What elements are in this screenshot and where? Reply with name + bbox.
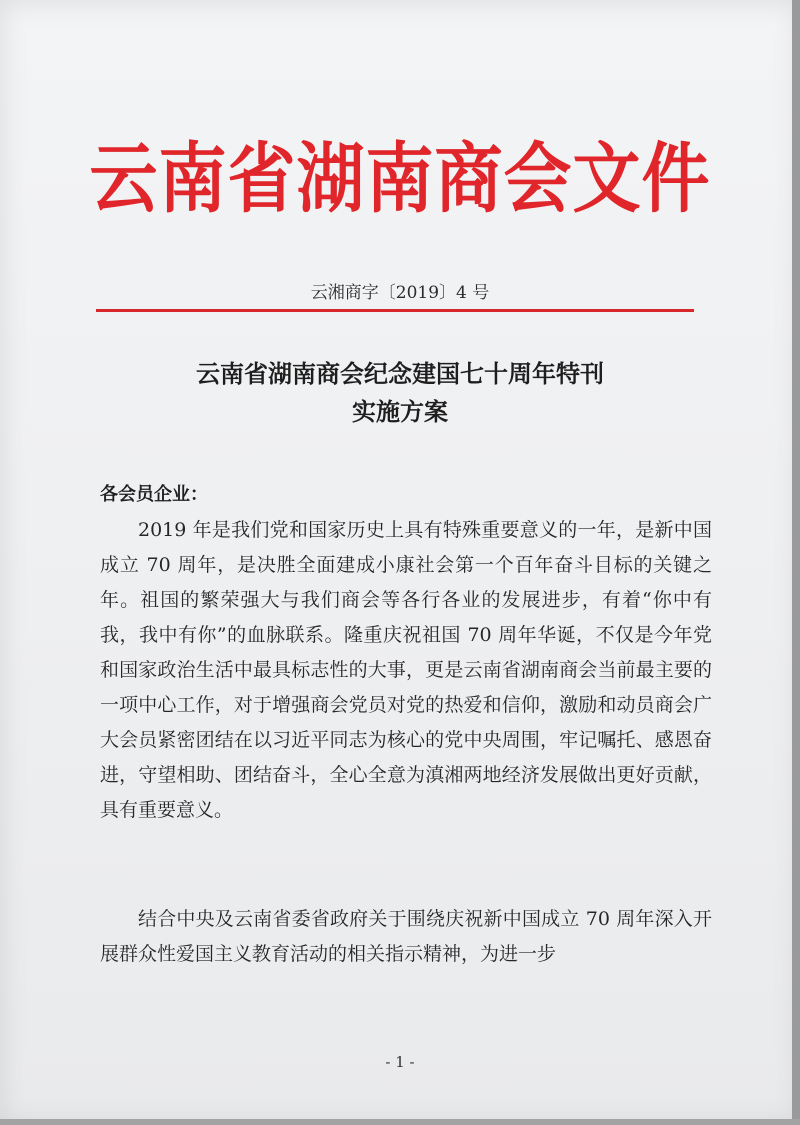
- document-title-line-2: 实施方案: [352, 397, 448, 426]
- document-title-line-1: 云南省湖南商会纪念建国七十周年特刊: [196, 359, 604, 388]
- body-paragraph-1: 2019 年是我们党和国家历史上具有特殊重要意义的一年，是新中国成立 70 周年，是决胜全面建成小康社会第一个百年奋斗目标的关键之年。祖国的繁荣强大与我们商会等各行各业的发展进步，有着“你中有我，我中有你”的血脉联系。隆重庆祝祖国 70 周年华诞，不仅是今年党和国家政治生活中最具标志性的大事，更是云南省湖南商会当前最主要的一项中心工作，对于增强商会党员对党的热爱和信仰，激励和动员商会广大会员紧密团结在以习近平同志为核心的党中央周围，牢记嘱托、感恩奋进，守望相助、团结奋斗，全心全意为滇湘两地经济发展做出更好贡献，具有重要意义。: [100, 519, 712, 821]
- document-number: 云湘商字〔2019〕4 号: [310, 283, 490, 303]
- header-red-rule: [96, 309, 694, 312]
- page-number: - 1 -: [385, 1053, 415, 1071]
- salutation: 各会员企业：: [100, 484, 208, 505]
- document-title: [80, 355, 720, 431]
- document-header-title: 云南省湖南商会文件: [89, 134, 711, 224]
- page-edge-bottom: [0, 1119, 800, 1125]
- page-edge-right: [792, 0, 800, 1125]
- body-paragraph-2: 结合中央及云南省委省政府关于围绕庆祝新中国成立 70 周年深入开展群众性爱国主义教育活动的相关指示精神，为进一步: [100, 908, 712, 965]
